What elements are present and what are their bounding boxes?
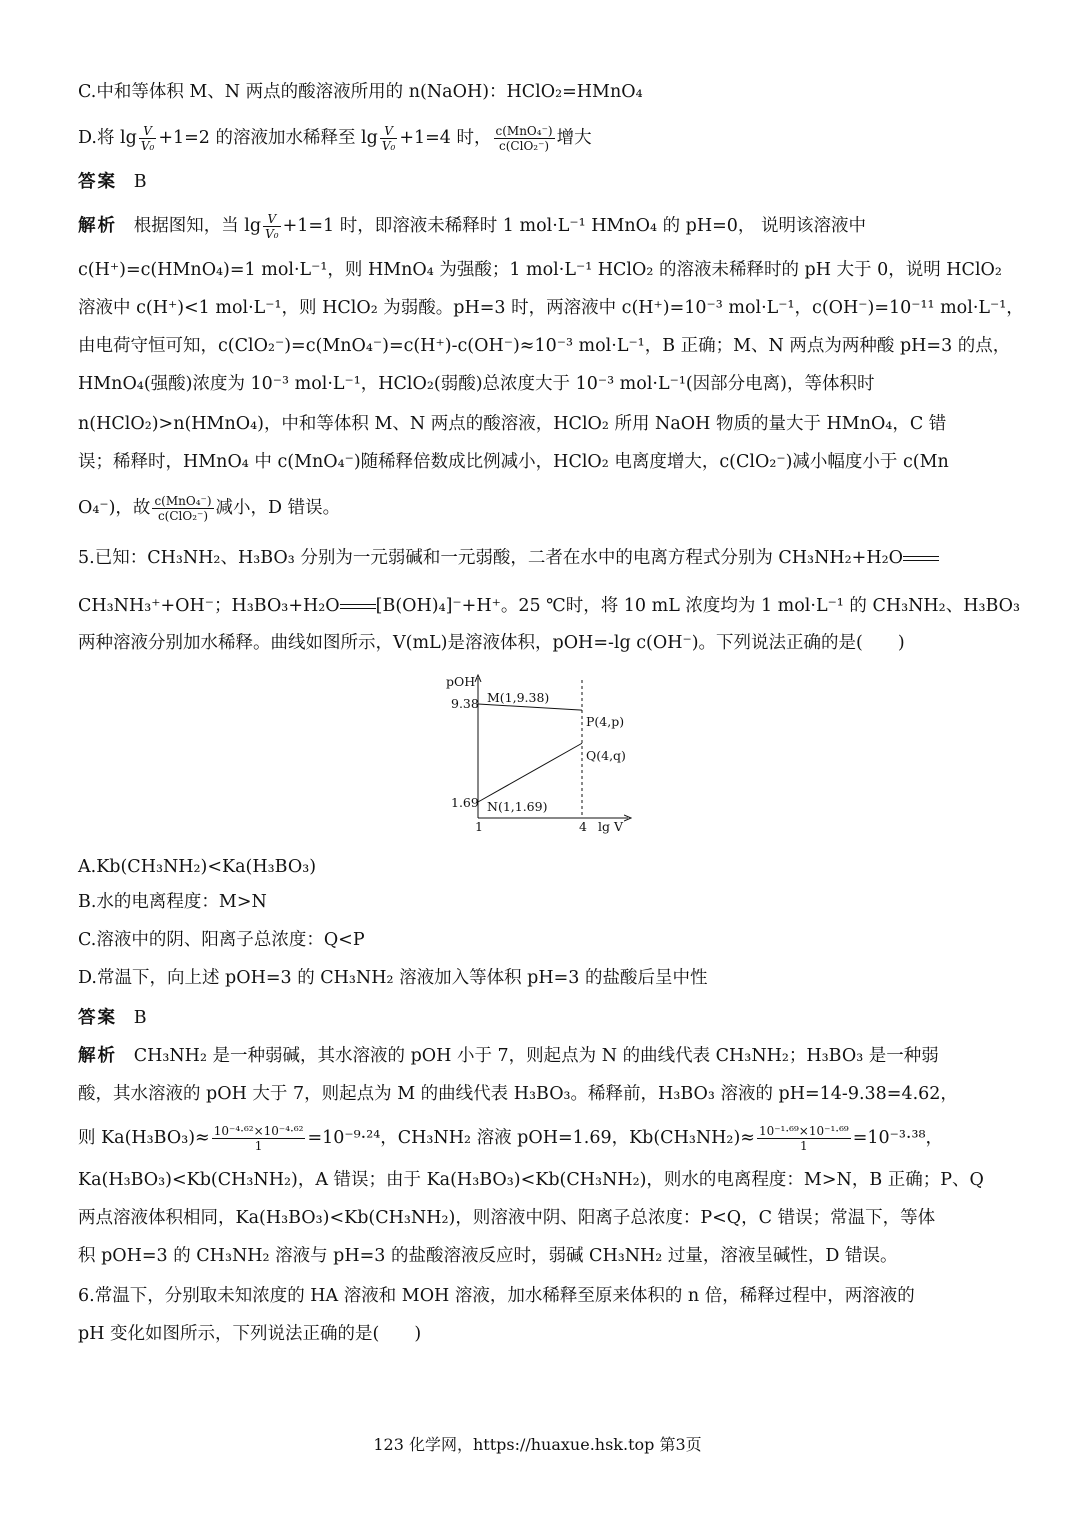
y-tick-9-38: 9.38 [451,696,479,711]
y-axis-label: pOH [446,674,476,689]
q5-analysis-5: 两点溶液体积相同，Ka(H₃BO₃)<Kb(CH₃NH₂)，则溶液中阴、阳离子总浓度：P<Q，C 错误；常温下，等体 [78,1208,936,1228]
q5-stem-1: 5.已知：CH₃NH₂、H₃BO₃ 分别为一元弱碱和一元弱酸，二者在水中的电离方程式分别为 CH₃NH₂+H₂O [78,546,939,570]
fraction-mno4-clo2-2: $\frac{\text{c(MnO₄⁻)}}{\text{c(ClO₂⁻)}}$ [154,494,212,523]
q6-stem-1: 6.常温下，分别取未知浓度的 HA 溶液和 MOH 溶液，加水稀释至原来体积的 n 倍，稀释过程中，两溶液的 [78,1286,915,1306]
q4-option-c: C.中和等体积 M、N 两点的酸溶液所用的 n(NaOH)：HClO₂=HMnO₄ [78,82,643,102]
q5-analysis-4: Ka(H₃BO₃)<Kb(CH₃NH₂)，A 错误；由于 Ka(H₃BO₃)<Kb(CH₃NH₂)，则水的电离程度：M>N，B 正确；P、Q [78,1170,984,1190]
x-tick-1: 1 [475,819,483,834]
q4-analysis-8: O₄⁻)，故 $\frac{\text{c(MnO₄⁻)}}{\text{c(ClO₂⁻)}}$ 减小，D 错误。 [78,494,341,523]
q5-analysis-3: 则 Ka(H₃BO₃)≈ $\frac{\text{10⁻⁴·⁶²×10⁻⁴·⁶²}}{1}$ =10⁻⁹·²⁴，CH₃NH₂ 溶液 pOH=1.69，Kb(CH₃NH₂)≈ $\frac{\text{10⁻¹·⁶⁹×10⁻¹·⁶⁹}}{1}$ =10⁻³·³⁸， [78,1124,943,1153]
q4-optd-prefix: D.将 lg [78,128,137,148]
q4-analysis-2: c(H⁺)=c(HMnO₄)=1 mol·L⁻¹，则 HMnO₄ 为强酸；1 mol·L⁻¹ HClO₂ 的溶液未稀释时的 pH 大于 0，说明 HClO₂ [78,260,1002,280]
q4-option-d [78,124,592,153]
analysis-label-2: 解析 [78,1046,117,1066]
answer-value-2: B [133,1008,147,1028]
q4-analysis-1: 解析 根据图知，当 lg $\frac{V}{\text{V₀}}$ +1=1 时，即溶液未稀释时 1 mol·L⁻¹ HMnO₄ 的 pH=0， 说明该溶液中 [78,212,866,241]
fraction-kb: $\frac{\text{10⁻¹·⁶⁹×10⁻¹·⁶⁹}}{1}$ [758,1124,849,1153]
q4-analysis-4: 由电荷守恒可知，c(ClO₂⁻)=c(MnO₄⁻)=c(H⁺)-c(OH⁻)≈10⁻³ mol·L⁻¹，B 正确；M、N 两点为两种酸 pH=3 的点， [78,336,1011,356]
q4-analysis-5: HMnO₄(强酸)浓度为 10⁻³ mol·L⁻¹，HClO₂(弱酸)总浓度大于 10⁻³ mol·L⁻¹(因部分电离)，等体积时 [78,374,875,394]
q5-option-d: D.常温下，向上述 pOH=3 的 CH₃NH₂ 溶液加入等体积 pH=3 的盐酸后呈中性 [78,968,708,988]
point-label-m: M(1,9.38) [487,690,550,705]
fraction-v-v0-2: $\frac{V}{\text{V₀}}$ [381,124,396,153]
point-label-q: Q(4,q) [586,748,626,763]
analysis-label: 解析 [78,216,117,236]
equilibrium-arrow-icon [903,554,939,564]
q5-analysis-1: 解析 CH₃NH₂ 是一种弱碱，其水溶液的 pOH 小于 7，则起点为 N 的曲线代表 CH₃NH₂；H₃BO₃ 是一种弱 [78,1046,939,1066]
q4-optd-mid2: +1=4 时， [399,128,492,148]
fraction-mno4-clo2: $\frac{\text{c(MnO₄⁻)}}{\text{c(ClO₂⁻)}}$ [495,124,553,153]
poh-lgv-graph [440,672,640,837]
answer-label: 答案 [78,172,117,192]
point-label-p: P(4,p) [586,714,625,729]
q5-option-c: C.溶液中的阴、阳离子总浓度：Q<P [78,930,365,950]
equilibrium-arrow-icon-2 [340,602,376,612]
series-ch3nh2-line [478,743,582,802]
q4-analysis-6: n(HClO₂)>n(HMnO₄)，中和等体积 M、N 两点的酸溶液，HClO₂ 所用 NaOH 物质的量大于 HMnO₄，C 错 [78,414,947,434]
q4-optd-suffix: 增大 [556,128,592,148]
fraction-ka: $\frac{\text{10⁻⁴·⁶²×10⁻⁴·⁶²}}{1}$ [213,1124,304,1153]
q6-stem-2: pH 变化如图所示，下列说法正确的是( ) [78,1324,422,1344]
q5-answer [78,1006,147,1030]
q4-analysis-3: 溶液中 c(H⁺)<1 mol·L⁻¹，则 HClO₂ 为弱酸。pH=3 时，两溶液中 c(H⁺)=10⁻³ mol·L⁻¹，c(OH⁻)=10⁻¹¹ mol·L⁻¹， [78,298,1024,318]
answer-label-2: 答案 [78,1008,117,1028]
q4-optd-mid: +1=2 的溶液加水稀释至 lg [158,128,378,148]
page-footer: 123 化学网，https://huaxue.hsk.top 第3页 [373,1435,702,1454]
point-label-n: N(1,1.69) [487,799,548,814]
q5-analysis-2: 酸，其水溶液的 pOH 大于 7，则起点为 M 的曲线代表 H₃BO₃。稀释前，H₃BO₃ 溶液的 pH=14-9.38=4.62， [78,1084,958,1104]
q5-analysis-6: 积 pOH=3 的 CH₃NH₂ 溶液与 pH=3 的盐酸溶液反应时，弱碱 CH₃NH₂ 过量，溶液呈碱性，D 错误。 [78,1246,898,1266]
y-tick-1-69: 1.69 [451,795,479,810]
answer-value: B [133,172,147,192]
q5-option-a: A.Kb(CH₃NH₂)<Ka(H₃BO₃) [78,857,317,877]
q4-analysis-7: 误；稀释时，HMnO₄ 中 c(MnO₄⁻)随稀释倍数成比例减小，HClO₂ 电离度增大，c(ClO₂⁻)减小幅度小于 c(Mn [78,452,949,472]
q5-stem-3: 两种溶液分别加水稀释。曲线如图所示，V(mL)是溶液体积，pOH=-lg c(OH⁻)。下列说法正确的是( ) [78,633,905,653]
fraction-v-v0: $\frac{V}{\text{V₀}}$ [140,124,155,153]
q5-option-b: B.水的电离程度：M>N [78,892,267,912]
q5-stem-2: CH₃NH₃⁺+OH⁻；H₃BO₃+H₂O [B(OH)₄]⁻+H⁺。25 ℃时，将 10 mL 浓度均为 1 mol·L⁻¹ 的 CH₃NH₂、H₃BO₃ [78,596,1021,616]
q4-answer [78,170,147,194]
x-tick-4: 4 [579,819,587,834]
x-axis-label: lg V [598,819,623,834]
fraction-v-v0-3: $\frac{V}{\text{V₀}}$ [265,212,279,241]
